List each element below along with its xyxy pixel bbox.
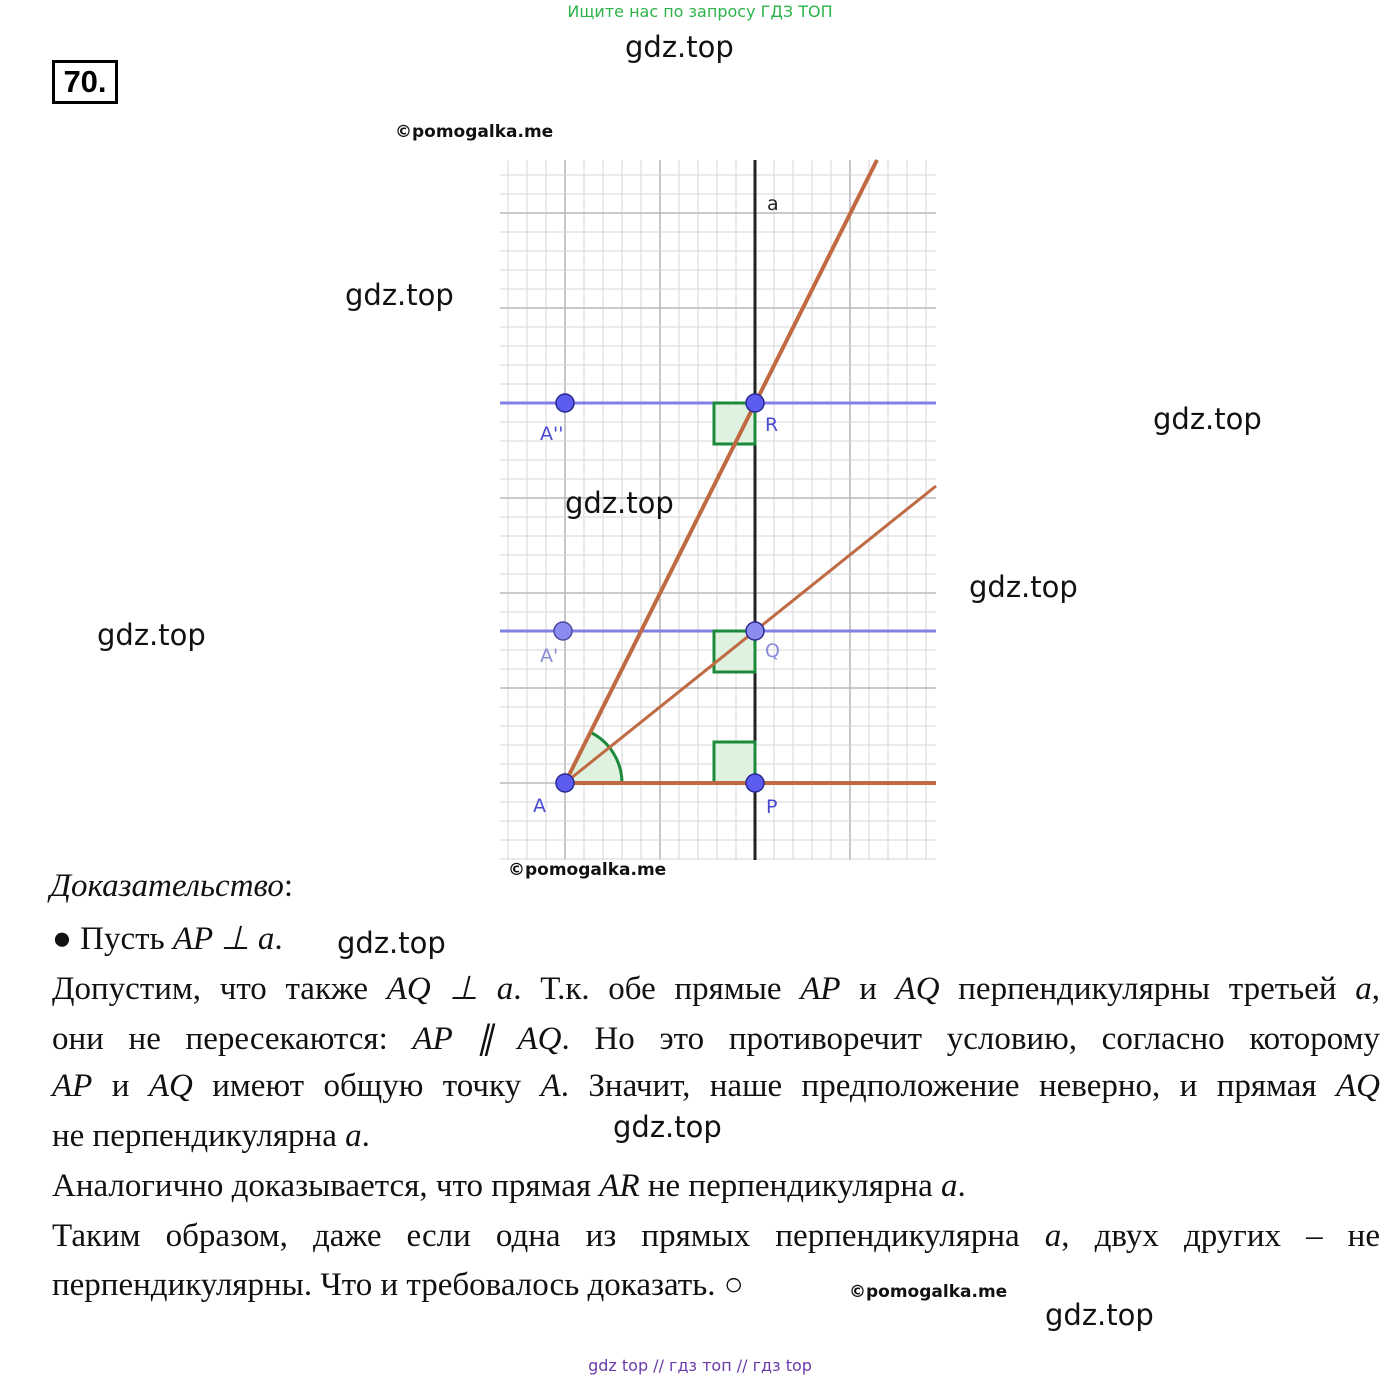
text: . (361, 1118, 370, 1154)
watermark: gdz.top (1153, 402, 1262, 436)
proof-line-4 (52, 1068, 1380, 1105)
watermark: gdz.top (337, 926, 446, 960)
point-a2 (556, 394, 574, 412)
point-q (746, 622, 764, 640)
math: A (540, 1068, 561, 1104)
proof-line-2 (52, 968, 1380, 1008)
text: . (274, 921, 283, 957)
point-a1 (554, 622, 572, 640)
text: и (92, 1068, 149, 1104)
text: имеют общую точку (192, 1068, 541, 1104)
text: . Значит, наше предположение неверно, и прямая (560, 1068, 1336, 1104)
ray-ar (565, 160, 877, 783)
watermark: gdz.top (1045, 1298, 1154, 1332)
proof-line-1 (52, 918, 283, 958)
proof-line-8: перпендикулярны. Что и требовалось доказать. ○ (52, 1267, 744, 1303)
text: ● Пусть (52, 921, 173, 957)
text: перпендикулярны третьей (939, 971, 1356, 1007)
proof-line-7 (52, 1218, 1380, 1255)
bottom-links[interactable]: gdz top // гдз топ // гдз top (588, 1356, 812, 1375)
watermark: gdz.top (625, 30, 734, 64)
copyright-label: ©pomogalka.me (508, 860, 667, 880)
label-a2: A'' (540, 423, 564, 445)
copyright-label: ©pomogalka.me (395, 122, 554, 142)
geometry-figure (498, 155, 938, 861)
math: AR (599, 1168, 640, 1204)
proof-line-6 (52, 1168, 966, 1205)
text: . Но это противоречит условию, согласно которому (561, 1021, 1380, 1057)
math: a (940, 1168, 958, 1204)
math: AQ (1336, 1068, 1380, 1104)
proof-line-3 (52, 1018, 1380, 1058)
math: a (1355, 971, 1372, 1007)
watermark: gdz.top (345, 278, 454, 312)
proof-heading-text: Доказательство (50, 868, 284, 904)
text: Допустим, что также (52, 971, 387, 1007)
watermark: gdz.top (613, 1110, 722, 1144)
text: и (840, 971, 896, 1007)
text: не перпендикулярна (52, 1118, 346, 1154)
text: Аналогично доказывается, что прямая (52, 1168, 600, 1204)
label-q: Q (765, 640, 780, 662)
line-a-label: a (767, 193, 779, 215)
math: AP (800, 971, 841, 1007)
proof-heading (50, 868, 293, 905)
math: AQ (895, 971, 940, 1007)
label-r: R (765, 414, 779, 436)
label-p: P (766, 796, 778, 818)
point-a (556, 774, 574, 792)
problem-number: 70. (52, 60, 118, 104)
text: . (957, 1168, 966, 1204)
copyright-label: ©pomogalka.me (849, 1282, 1008, 1302)
text: Таким образом, даже если одна из прямых перпендикулярна (52, 1218, 1045, 1254)
text: они не пересекаются: (52, 1021, 413, 1057)
proof-heading-colon: : (283, 868, 294, 904)
point-r (746, 394, 764, 412)
watermark: gdz.top (969, 570, 1078, 604)
math: a (1044, 1218, 1062, 1254)
math: AP ∥ AQ (412, 1021, 562, 1057)
math: AP (52, 1068, 93, 1104)
label-a1: A' (540, 645, 559, 667)
label-a: A (533, 795, 546, 817)
text: не перпендикулярна (639, 1168, 941, 1204)
top-banner[interactable]: Ищите нас по запросу ГДЗ ТОП (567, 2, 833, 21)
text: . Т.к. обе прямые (513, 971, 801, 1007)
point-p (746, 774, 764, 792)
math: AQ (148, 1068, 193, 1104)
text: , двух других – не (1061, 1218, 1380, 1254)
math: AQ ⊥ a (386, 971, 514, 1007)
watermark: gdz.top (565, 486, 674, 520)
math: a (345, 1118, 362, 1154)
proof-line-5 (52, 1118, 370, 1155)
text: , (1371, 971, 1380, 1007)
watermark: gdz.top (97, 618, 206, 652)
math: AP ⊥ a (172, 921, 275, 957)
